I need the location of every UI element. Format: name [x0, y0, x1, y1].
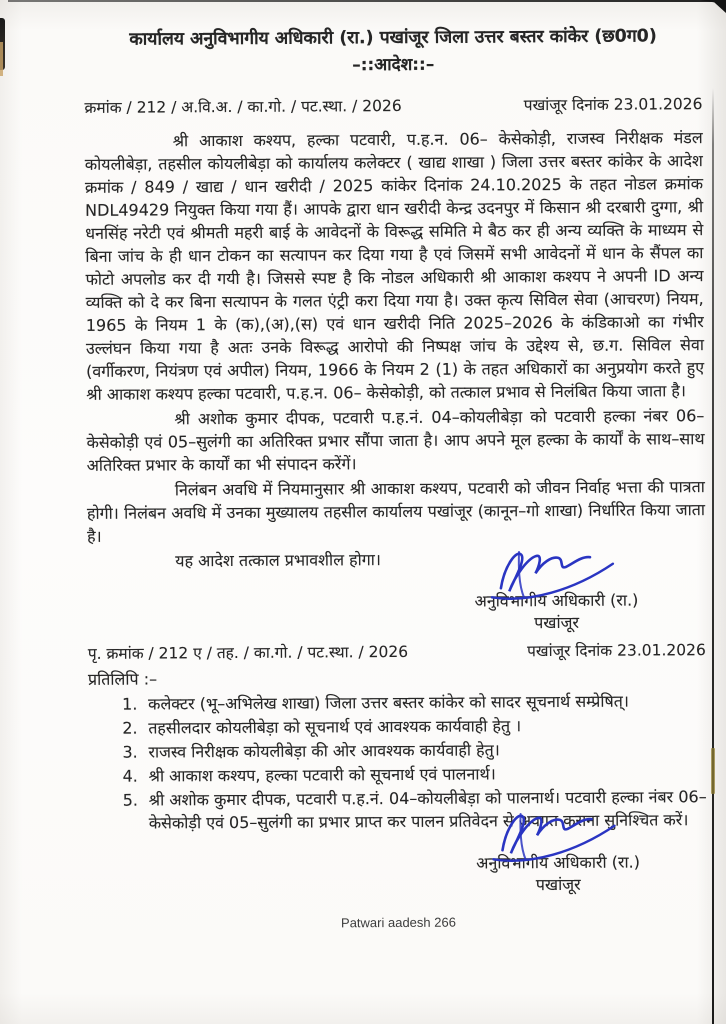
copy-item-number: 4. — [122, 766, 138, 786]
copy-item-number: 5. — [122, 790, 139, 810]
scan-top-edge-artifact — [8, 0, 726, 2]
copy-item-text: श्री आकाश कश्यप, हल्का पटवारी को सूचनार्थ एवं पालनार्थ। — [148, 764, 496, 786]
body-paragraph-3: निलंबन अवधि में नियमानुसार श्री आकाश कश्यप, पटवारी को जीवन निर्वाह भत्ता की पात्रता होगी। निलंबन अवधि में उनका मुख्यालय तहसील कार्यालय पखांजूर (कानून–गो शाखा) निर्धारित किया जाता है। — [86, 477, 706, 546]
signature-block-1 — [421, 539, 692, 635]
body-paragraph-2: श्री अशोक कुमार दीपक, पटवारी प.ह.नं. 04–कोयलीबेड़ा को पटवारी हल्का नंबर 06–केसेकोड़ी एवं 05–सुलंगी का अतिरिक्त प्रभार सौंपा जाता है। आप अपने मूल हल्का के कार्यों के साथ–साथ अतिरिक्त प्रभार के कार्यों का भी संपादन करेंगें। — [86, 406, 705, 475]
copy-list-item — [123, 761, 707, 788]
signatory-designation: अनुविभागीय अधिकारी (रा.) — [476, 852, 641, 873]
signatory-designation: अनुविभागीय अधिकारी (रा.) — [474, 590, 639, 611]
scan-corner-top-right-artifact — [700, 0, 726, 13]
signatory-place: पखांजूर — [534, 612, 580, 633]
scan-left-edge-tint-artifact — [0, 42, 3, 76]
copy-item-number: 2. — [122, 718, 138, 738]
copy-list-item — [122, 737, 706, 764]
order-heading: –::आदेश::– — [352, 54, 435, 76]
copy-item-text: राजस्व निरीक्षक कोयलीबेड़ा की ओर आवश्यक कार्यवाही हेतु। — [148, 740, 500, 762]
order-effective-line: यह आदेश तत्काल प्रभावशील होगा। — [175, 550, 382, 571]
copy-item-text: श्री अशोक कुमार दीपक, पटवारी प.ह.नं. 04–कोयलीबेड़ा को पालनार्थ। पटवारी हल्का नंबर 06–केसेकोड़ी एवं 05–सुलंगी का प्रभार प्राप्त कर पालन प्रतिवेदन से अवगत कराना सुनिश्चित करें। — [148, 787, 707, 833]
copy-list-item — [122, 689, 706, 716]
reference-row-2 — [88, 639, 706, 666]
place-and-date-1: पखांजूर दिनांक 23.01.2026 — [523, 95, 703, 115]
document-content — [84, 24, 708, 936]
office-header-title: कार्यालय अनुविभागीय अधिकारी (रा.) पखांजूर जिला उत्तर बस्तर कांकेर (छ0ग0) — [129, 26, 657, 50]
scan-right-edge-tint-artifact — [711, 748, 715, 794]
copies-heading: प्रतिलिपि :– — [87, 669, 158, 689]
reference-row-1 — [84, 93, 702, 120]
scan-right-edge-artifact — [712, 88, 714, 1024]
order-number-1: क्रमांक / 212 / अ.वि.अ. / का.गो. / पट.स्था. / 2026 — [84, 96, 402, 117]
body-paragraph-1: श्री आकाश कश्यप, हल्का पटवारी, प.ह.न. 06– केसेकोड़ी, राजस्व निरीक्षक मंडल कोयलीबेड़ा, तहसील कोयलीबेड़ा को कार्यालय कलेक्टर ( खाद्य शाखा ) जिला उत्तर बस्तर कांकेर के आदेश क्रमांक / 849 / खाद्य / धान खरीदी / 2025 कांकेर दिनांक 24.10.2025 के तहत नोडल क्रमांक NDL49429 नियुक्त किया गया हैं। आपके द्वारा धान खरीदी केन्द्र उदनपुर में किसान श्री दरबारी दुग्गा, श्री धनसिंह नरेटी एवं श्रीमती महरी बाई के आवेदनों के विरूद्ध समिति मे बैठ कर ही अन्य व्यक्ति के माध्यम से बिना जांच के ही धान टोकन का सत्यापन कर दिया गया है एवं जिसमें सभी आवेदनों में धान के सैंपल का फोटो अपलोड कर दी गयी है। जिससे स्पष्ट है कि नोडल अधिकारी श्री आकाश कश्यप ने अपनी ID अन्य व्यक्ति को दे कर बिना सत्यापन के गलत एंट्री करा दिया गया है। उक्त कृत्य सिविल सेवा (आचरण) नियम, 1965 के नियम 1 के (क),(अ),(स) एवं धान खरीदी निति 2025–2026 के कंडिकाओ का गंभीर उल्लंघन किया गया है अतः उनके विरूद्ध आरोपो की निष्पक्ष जांच के उद्देश्य से, छ.ग. सिविल सेवा (वर्गीकरण, नियंत्रण एवं अपील) नियम, 1966 के नियम 2 (1) के तहत अधिकारों का अनुप्रयोग करते हुए श्री आकाश कश्यप हल्का पटवारी, प.ह.न. 06– केसेकोड़ी, को तत्काल प्रभाव से निलंबित किया जाता है। — [84, 128, 705, 404]
signatory-place: पखांजूर — [535, 874, 581, 895]
copy-list-item — [122, 713, 706, 740]
signature-block-2 — [423, 801, 694, 897]
copy-item-number: 3. — [122, 742, 138, 762]
footer-file-note: Patwari aadesh 266 — [340, 914, 456, 931]
order-number-2: पृ. क्रमांक / 212 ए / तह. / का.गो. / पट.स्था. / 2026 — [87, 642, 409, 663]
copy-item-text: कलेक्टर (भू–अभिलेख शाखा) जिला उत्तर बस्तर कांकेर को सादर सूचनार्थ सम्प्रेषित्। — [148, 691, 629, 714]
copy-item-text: तहसीलदार कोयलीबेड़ा को सूचनार्थ एवं आवश्यक कार्यवाही हेतु । — [148, 716, 522, 738]
place-and-date-2: पखांजूर दिनांक 23.01.2026 — [527, 641, 706, 661]
scan-corner-top-left-artifact — [0, 18, 5, 70]
copy-item-number: 1. — [122, 694, 138, 714]
